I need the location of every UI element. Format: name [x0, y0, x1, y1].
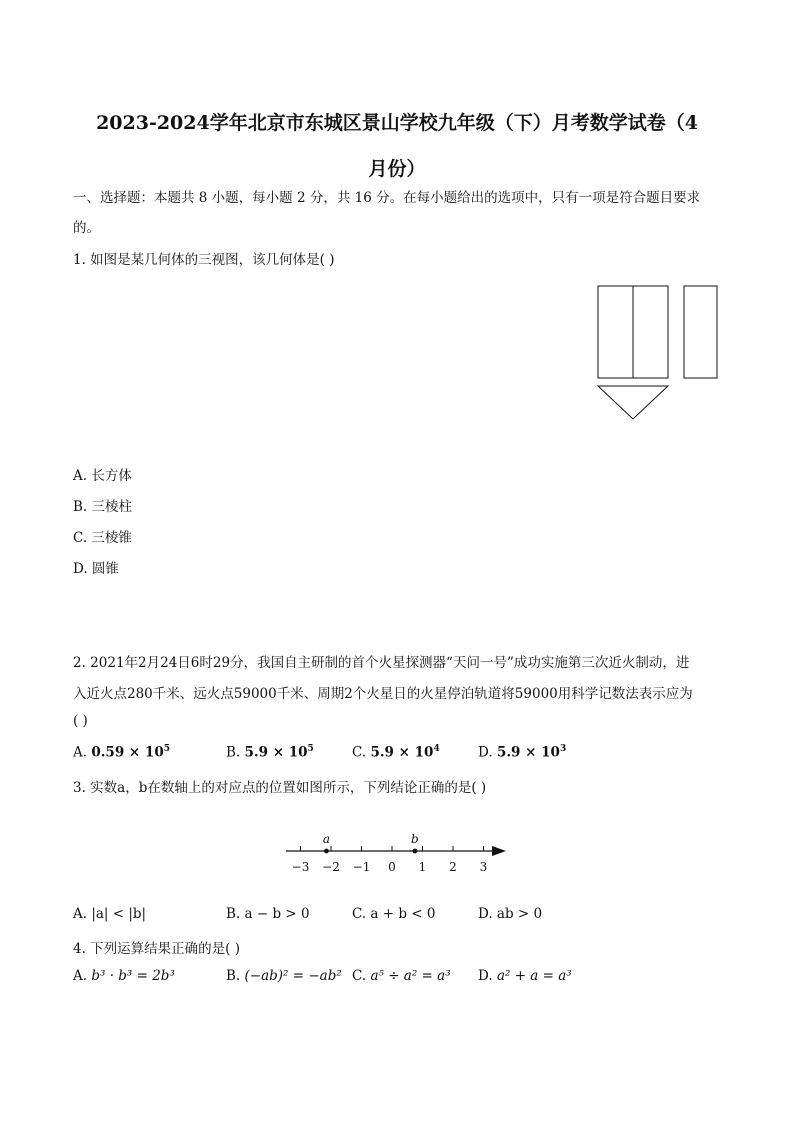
- tick-label: −2: [322, 860, 340, 874]
- tick-label: −1: [352, 860, 371, 874]
- q1-option-a: A. 长方体: [73, 468, 132, 484]
- three-view-figure: [594, 283, 724, 425]
- point-b-dot: [412, 849, 417, 854]
- q2-stem-line3: ( ): [73, 713, 88, 729]
- section1-header-line2: 的。: [73, 220, 100, 236]
- q1-stem: 1. 如图是某几何体的三视图，该几何体是( ): [73, 252, 335, 268]
- exam-title-line1: 2023-2024学年北京市东城区景山学校九年级（下）月考数学试卷（4: [96, 112, 698, 134]
- q2-option-d: D. $5.9 \times 10^3$: [478, 744, 567, 761]
- q1-option-c: C. 三棱锥: [73, 530, 132, 546]
- q4-option-d: D. a² + a = a³: [478, 968, 572, 984]
- q2-stem-line2: 入近火点280千米、远火点59000千米、周期2个火星日的火星停泊轨道将59000用科学记数法表示应为: [73, 686, 693, 702]
- q1-option-d: D. 圆锥: [73, 561, 119, 577]
- q2-option-b: B. $5.9 \times 10^5$: [226, 744, 314, 761]
- q4-option-b: B. (−ab)² = −ab²: [226, 968, 342, 984]
- top-view-triangle: [598, 386, 668, 419]
- q3-option-a: A. |a| < |b|: [73, 906, 147, 922]
- q4-option-a: A. b³ · b³ = 2b³: [73, 968, 175, 984]
- point-b-label: b: [411, 832, 419, 846]
- exam-title: [40, 100, 754, 192]
- q2-stem-line1: 2. 2021年2月24日6时29分，我国自主研制的首个火星探测器“天问一号”成功实施第三次近火制动，进: [73, 655, 690, 671]
- tick-label: 1: [418, 860, 427, 874]
- tick-label: −3: [291, 860, 310, 874]
- q3-option-d: D. ab > 0: [478, 906, 543, 922]
- side-view-rect: [684, 286, 717, 378]
- q4-option-c: C. a⁵ ÷ a² = a³: [352, 968, 451, 984]
- number-line-figure: [280, 826, 520, 878]
- point-a-label: a: [322, 832, 331, 846]
- number-line-arrow: [492, 846, 506, 856]
- q4-stem: 4. 下列运算结果正确的是( ): [73, 941, 240, 957]
- exam-title-line2: 月份）: [368, 158, 426, 180]
- tick-label: 2: [449, 860, 457, 874]
- point-a-dot: [324, 849, 329, 854]
- tick-label: 3: [479, 860, 488, 874]
- q3-option-b: B. a − b > 0: [226, 906, 310, 922]
- tick-label: 0: [388, 860, 396, 874]
- q2-option-a: A. $0.59 \times 10^5$: [73, 744, 170, 761]
- q3-option-c: C. a + b < 0: [352, 906, 436, 922]
- section1-header-line1: 一、选择题：本题共 8 小题，每小题 2 分，共 16 分。在每小题给出的选项中，只有一项是符合题目要求: [73, 190, 701, 206]
- q3-stem: 3. 实数a，b在数轴上的对应点的位置如图所示，下列结论正确的是( ): [73, 780, 487, 796]
- q2-option-c: C. $5.9 \times 10^4$: [352, 744, 440, 761]
- q1-option-b: B. 三棱柱: [73, 499, 133, 515]
